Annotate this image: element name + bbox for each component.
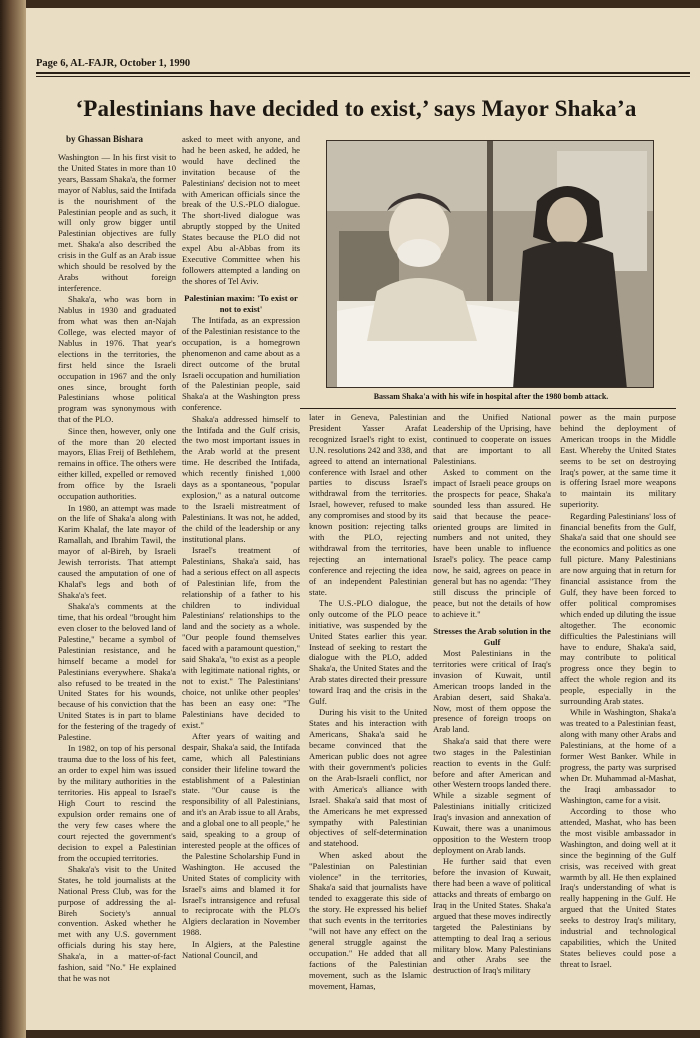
paragraph: Israel's treatment of Palestinians, Shaka'a said, has had a serious effect on all aspects of Palestinian life, from the relationship of a father to his children to individual Palestinians' relationships to the land and the society as a whole. "Our people found themselves faced with a paramount question," said Shaka'a, "to exist as a people with legitimate national rights, or not to exist." The Palestinians' choice, not unlike other peoples' has been an easy one: "The Palestinians have decided to exist." — [182, 545, 300, 730]
paragraph: Shaka'a said that there were two stages in the Palestinian reaction to events in the Gulf: before and after American and other Western troops landed there. While a sizable segment of Palestinians initially criticized Iraq's invasion and annexation of Kuwait, there was a unanimous opposition to the Western troop deployment on Arab lands. — [433, 735, 551, 855]
paragraph: Shaka'a's comments at the time, that his ordeal "brought him even closer to the beloved land of Palestine," became a symbol of Palestinian resistance, and he himself became a model for Palestinians everywhere. Shaka'a also refused to be treated in the United States for his wounds, because of his conviction that the United States is in part to blame for the festering of the tragedy of Palestine. — [58, 601, 176, 743]
photo-caption: Bassam Shaka'a with his wife in hospital after the 1980 bomb attack. — [373, 392, 609, 401]
paragraph: During his visit to the United States and his interaction with Americans, Shaka'a said he became convinced that the American public does not agree with their government's policies on the Arab-Israeli conflict, nor with America's alliance with Israel. Shaka'a said that most of the Americans he met expressed sympathy with Palestinian objectives of self-determination and statehood. — [309, 707, 427, 849]
paragraph: Asked to comment on the impact of Israeli peace groups on the prospects for peace, Shaka'a sounded less than assured. He said that because the peace-oriented groups are limited in numbers and not united, they have been unable to influence Israel's policy. The peace camp now, he said, agrees on peace in general but has no agenda: "They still discuss the principle of peace, but not the details of how to achieve it." — [433, 467, 551, 619]
subhead-gulf: Stresses the Arab solution in the Gulf — [433, 625, 551, 647]
page-header: Page 6, AL-FAJR, October 1, 1990 — [36, 58, 191, 69]
headline: ‘Palestinians have decided to exist,’ says Mayor Shaka’a — [75, 96, 637, 121]
paragraph: power as the main purpose behind the deployment of American troops in the Middle East. Whereby the United States seems to be set on destroying Iraq's power, at the same time it is offering Israel more weapons to maintain its military superiority. — [560, 412, 676, 510]
paragraph: When asked about the "Palestinian on Palestinian violence" in the territories, Shaka'a said that journalists have tended to exaggerate this side of the story. He expressed his belief that such events in the territories "will not have any effect on the general struggle against the occupation." He added that all factions of the Palestinian movement, such as the Islamic movement, Hamas, — [309, 849, 427, 991]
paragraph: According to those who attended, Mashat, who has been the most visible ambassador in Washington, and doing well at it since the beginning of the Gulf crisis, was received with great warmth by all. He then explained Iraq's understanding of what is really happening in the Gulf. He argued that the United States seeks to destroy Iraq's military, industrial and technological capabilities, which the United States believes could pose a threat to Israel. — [560, 806, 676, 969]
column-5 — [560, 412, 676, 1018]
paragraph: In 1980, an attempt was made on the life of Shaka'a along with Karim Khalaf, the late mayor of Ramallah, and Ibrahim Tawil, the mayor of al-Bireh, by Israeli Jewish terrorists. That attempt caused the amputation of one of Khalaf's legs and both of Shaka'a's feet. — [58, 502, 176, 600]
paragraph: While in Washington, Shaka'a was treated to a Palestinian feast, along with many other Arabs and Palestinians, at the home of a former West Banker. While in progress, the party was surprised when Dr. Muhammad al-Mashat, the Iraqi ambassador to Washington, came for a visit. — [560, 707, 676, 805]
paragraph: The Intifada, as an expression of the Palestinian resistance to the occupation, is a homegrown phenomenon and came about as a direct outcome of the brutal Israeli occupation and humiliation of the Palestinian people, said Shaka'a at the Washington press conference. — [182, 315, 300, 413]
subhead-exist: Palestinian maxim: 'To exist or not to exist' — [184, 292, 298, 314]
paragraph: Shaka'a addressed himself to the Intifada and the Gulf crisis, the two most important issues in the Arab world at the present time. He described the Intifada, which recently finished 1,000 days as a spontaneous, "popular explosion," as a natural outcome to the Israeli mistreatment of Palestinians. It was not, he added, the child of the leadership or any institutional plans. — [182, 413, 300, 544]
paragraph: later in Geneva, Palestinian President Yasser Arafat recognized Israel's right to exist, U.N. resolutions 242 and 338, and agreed to attend an international conference with Israel and other parties to discuss Israel's withdrawal from the territories. Israel, however, refused to make any compromises and stood by its known position: rejecting talks with the PLO, rejecting withdrawal from the territories, rejecting an international conference and rejecting the idea of an independent Palestinian state. — [309, 412, 427, 597]
paragraph: Since then, however, only one of the more than 20 elected mayors, Elias Freij of Bethlehem, remains in office. The others were either killed, expelled or removed from office by the Israeli occupation authorities. — [58, 425, 176, 502]
paragraph: After years of waiting and despair, Shaka'a said, the Intifada came, which all Palestinians consider their lifeline toward the establishment of a Palestinian state. "Our cause is the responsibility of all Palestinians, and it's an Arab issue to all Arabs, and a global one to all people," he said, speaking to a group of interested people at the offices of the Palestine Scholarship Fund in Washington. He accused the United States of complicity with Israel's aims and blamed it for Israel's intransigence and refusal to reciprocate with the PLO's Algiers declaration in November 1988. — [182, 730, 300, 938]
paragraph: Shaka'a, who was born in Nablus in 1930 and graduated from what was then an-Najah College, was elected mayor of Nablus in 1976. That year's elections in the territories, the first held since the Israeli occupation in 1967 and the only ones since, brought forth Palestinians whose political program was synonymous with that of the PLO. — [58, 294, 176, 425]
paragraph: He further said that even before the invasion of Kuwait, there had been a wave of political attacks and threats of embargo on Iraq in the United States. Shaka'a argued that these moves indirectly targeted the Palestinians by attempting to deal Iraq a serious military blow. Many Palestinians and other Arabs see the destruction of Iraq's military — [433, 856, 551, 976]
column-3 — [309, 412, 427, 1018]
header-rule — [36, 72, 690, 74]
column-4 — [433, 412, 551, 1018]
column-2 — [182, 134, 300, 1018]
paragraph: Shaka'a's visit to the United States, he told journalists at the National Press Club, was for the purpose of addressing the al-Bireh Society's annual convention. Asked whether he met with any U.S. government officials during his stay here, Shaka'a, in a matter-of-fact fashion, said "No." He explained that he was not — [58, 863, 176, 983]
photo-illustration — [327, 141, 654, 388]
paragraph: The U.S.-PLO dialogue, the only outcome of the PLO peace initiative, was suspended by the United States earlier this year. Instead of seeking to restart the dialogue with the PLO, added Shaka'a, the United States and the Arab states directed their pressure toward Iraq and the crisis in the Gulf. — [309, 597, 427, 707]
paragraph: Washington — In his first visit to the United States in more than 10 years, Bassam Shaka'a, the former mayor of Nablus, said the Intifada is the nourishment of the Palestinian people and as such, it will only grow bigger until Palestinian objectives are fully met. Shaka'a also described the crisis in the Gulf as an Arab issue which should be resolved by the Arabs without foreign interference. — [58, 152, 176, 293]
paragraph: Most Palestinians in the territories were critical of Iraq's invasion of Kuwait, until American troops landed in the Arabian desert, said Shaka'a. Now, most of them oppose the presence of foreign troops on Arab land. — [433, 648, 551, 735]
header-rule-thin — [36, 76, 690, 77]
book-spine — [0, 0, 26, 1038]
paragraph: In 1982, on top of his personal trauma due to the loss of his feet, an order to expel him was issued by the military authorities in the territories. His appeal to Israel's High Court to rescind the expulsion order remains one of the very few cases where the court rejected the government's decision to expel a Palestinian from the occupied territories. — [58, 743, 176, 863]
hospital-photo — [326, 140, 654, 388]
paragraph: asked to meet with anyone, and had he been asked, he added, he would have declined the invitation because of the Palestinians' decision not to meet with American officials since the break of the U.S.-PLO dialogue. The short-lived dialogue was abruptly stopped by the United States because the PLO did not expel Abu al-Abbas from its Executive Committee when his followers attempted a landing on the shores of Tel Aviv. — [182, 134, 300, 286]
byline: by Ghassan Bishara — [66, 134, 144, 144]
column-1 — [58, 152, 176, 1018]
paragraph: Regarding Palestinians' loss of financial benefits from the Gulf, Shaka'a said that one should see the economics and politics as one full picture. Many Palestinians are now arguing that in return for financial assistance from the Gulf, they have been forced to offer political compromises which ended up diluting the issue altogether. The economic difficulties the Palestinians will have to endure, Shaka'a said, may contribute to political progress once they begin to affect the whole region and its people, especially in the surrounding Arab states. — [560, 510, 676, 707]
paragraph: and the Unified National Leadership of the Uprising, have continued to cooperate on issues that are important to all Palestinians. — [433, 412, 551, 466]
paragraph: In Algiers, at the Palestine National Council, and — [182, 938, 300, 960]
caption-rule — [300, 408, 676, 409]
